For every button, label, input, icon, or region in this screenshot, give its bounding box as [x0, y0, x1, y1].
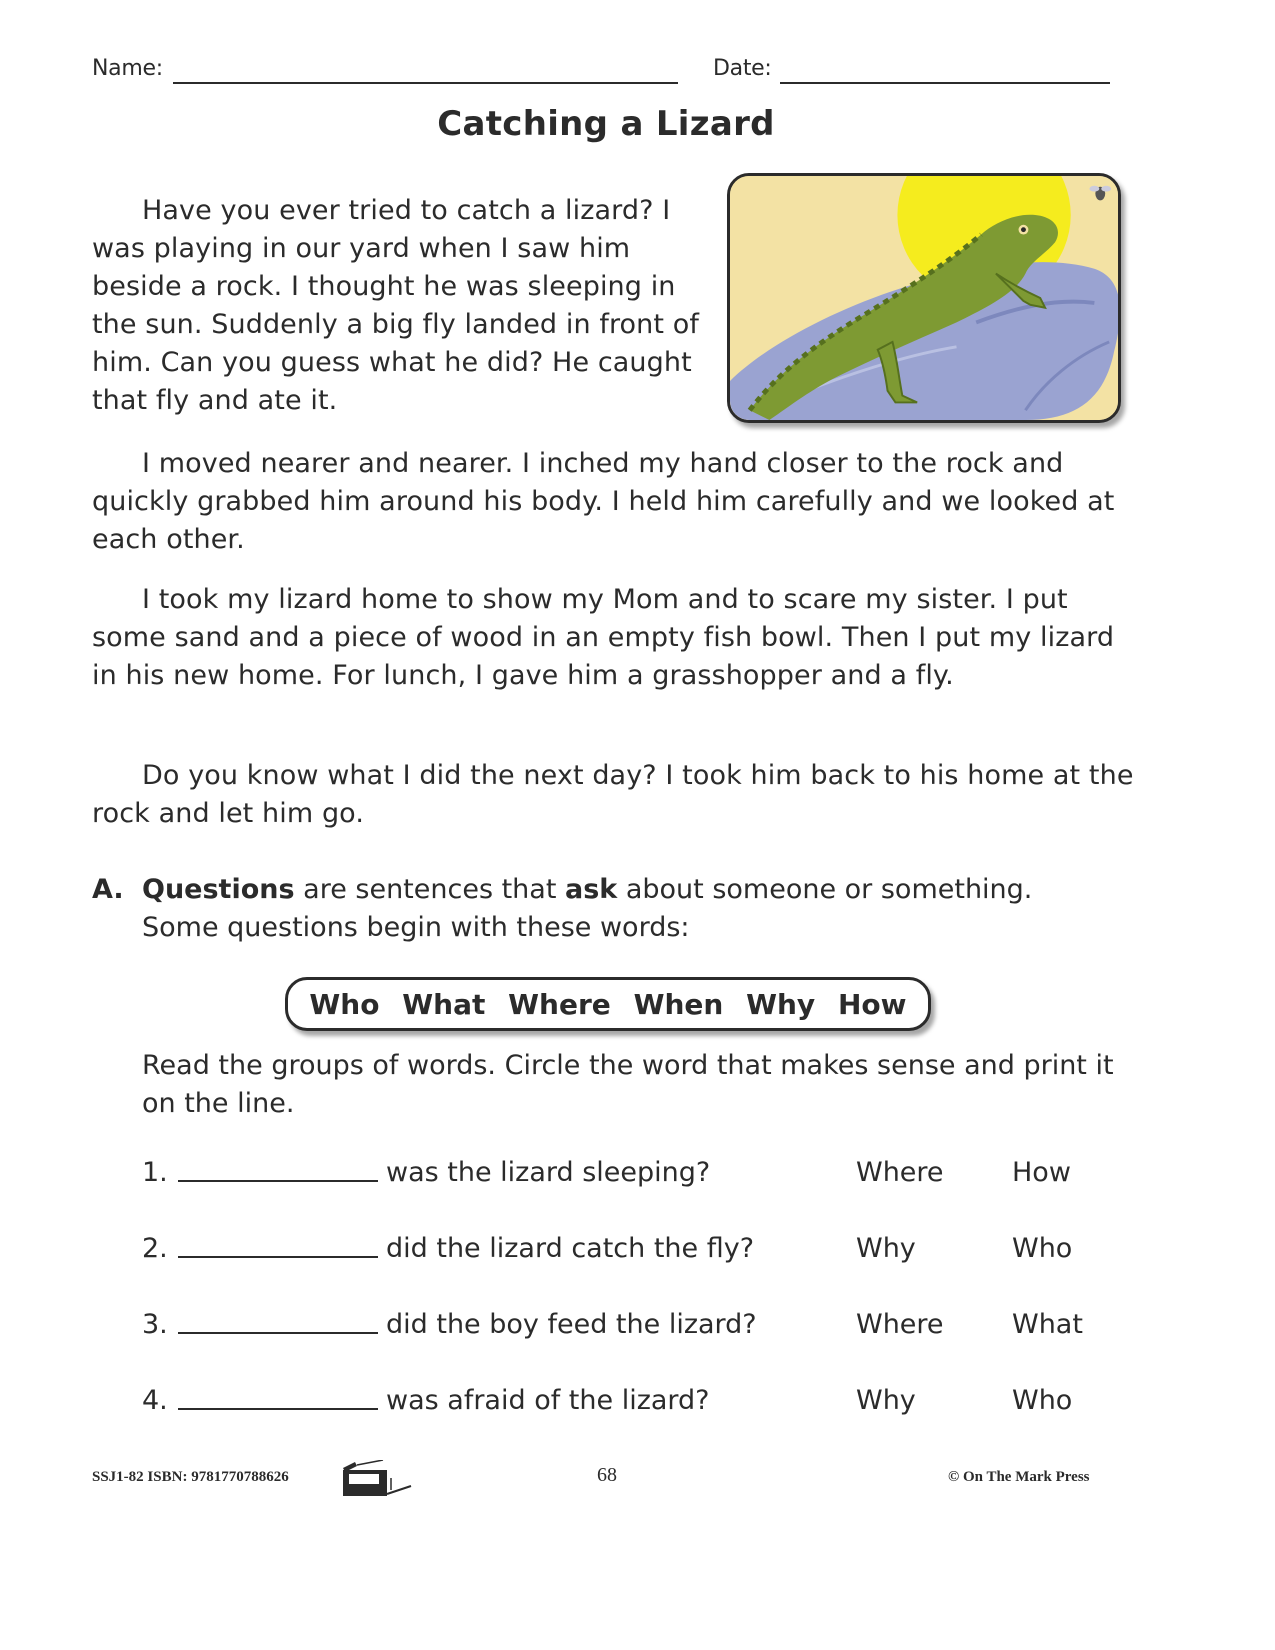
section-a-line-2: Some questions begin with these words:	[142, 912, 690, 943]
date-field	[713, 48, 1110, 84]
page-title: Catching a Lizard	[437, 104, 775, 144]
question-row-1	[142, 1148, 1132, 1188]
bold-term-questions: Questions	[142, 874, 295, 905]
answer-option[interactable]: Why	[856, 1385, 916, 1416]
answer-blank[interactable]	[178, 1304, 378, 1334]
question-word: What	[402, 987, 486, 1021]
name-label: Name:	[92, 56, 163, 81]
footer-isbn: SSJ1-82 ISBN: 9781770788626	[92, 1469, 289, 1485]
question-number: 4.	[142, 1385, 168, 1416]
question-row-4	[142, 1376, 1132, 1416]
answer-option[interactable]: Who	[1012, 1233, 1073, 1264]
question-text: did the boy feed the lizard?	[386, 1309, 757, 1340]
name-field	[92, 48, 678, 84]
page-number: 68	[597, 1464, 617, 1486]
question-number: 1.	[142, 1157, 168, 1188]
question-text: did the lizard catch the fly?	[386, 1233, 755, 1264]
instructions: Read the groups of words. Circle the word that makes sense and print it on the line.	[142, 1050, 1114, 1119]
question-number: 3.	[142, 1309, 168, 1340]
question-word: Why	[746, 987, 816, 1021]
question-words-box	[285, 977, 931, 1031]
date-blank-line[interactable]	[780, 60, 1110, 84]
intro-text-1: are sentences that	[294, 874, 566, 905]
answer-blank[interactable]	[178, 1228, 378, 1258]
answer-option[interactable]: Who	[1012, 1385, 1073, 1416]
lizard-illustration	[727, 173, 1121, 423]
footer-copyright: © On The Mark Press	[948, 1469, 1090, 1485]
answer-option[interactable]: Where	[856, 1309, 944, 1340]
answer-blank[interactable]	[178, 1380, 378, 1410]
answer-option[interactable]: What	[1012, 1309, 1083, 1340]
bold-term-ask: ask	[565, 874, 618, 905]
question-number: 2.	[142, 1233, 168, 1264]
section-letter: A.	[92, 874, 124, 905]
date-label: Date:	[713, 56, 772, 81]
question-row-2	[142, 1224, 1132, 1264]
passage-paragraph-3: I took my lizard home to show my Mom and to scare my sister. I put some sand and a piece of wood in an empty fish bowl. Then I put my lizard in his new home. For lunch, I gave him a grasshopper and a fly.	[92, 584, 1115, 691]
lizard-on-rock-image	[730, 176, 1118, 420]
question-word: How	[837, 987, 907, 1021]
answer-option[interactable]: How	[1012, 1157, 1071, 1188]
question-word: Who	[309, 987, 380, 1021]
question-text: was the lizard sleeping?	[386, 1157, 711, 1188]
intro-text-2: about someone or something.	[617, 874, 1033, 905]
section-a-line-1	[92, 871, 1152, 909]
name-blank-line[interactable]	[173, 60, 678, 84]
passage-paragraph-4: Do you know what I did the next day? I took him back to his home at the rock and let him go.	[92, 760, 1134, 829]
answer-option[interactable]: Where	[856, 1157, 944, 1188]
answer-option[interactable]: Why	[856, 1233, 916, 1264]
photocopier-icon	[343, 1460, 413, 1496]
section-a-intro	[92, 871, 1152, 947]
answer-blank[interactable]	[178, 1152, 378, 1182]
passage-paragraph-2: I moved nearer and nearer. I inched my hand closer to the rock and quickly grabbed him around his body. I held him carefully and we looked at each other.	[92, 448, 1115, 555]
passage-paragraph-1: Have you ever tried to catch a lizard? I was playing in our yard when I saw him beside a rock. I thought he was sleeping in the sun. Suddenly a big fly landed in front of him. Can you guess what he did? He caught that fly and ate it.	[92, 195, 699, 416]
question-text: was afraid of the lizard?	[386, 1385, 710, 1416]
question-word: Where	[508, 987, 611, 1021]
question-row-3	[142, 1300, 1132, 1340]
question-word: When	[633, 987, 724, 1021]
